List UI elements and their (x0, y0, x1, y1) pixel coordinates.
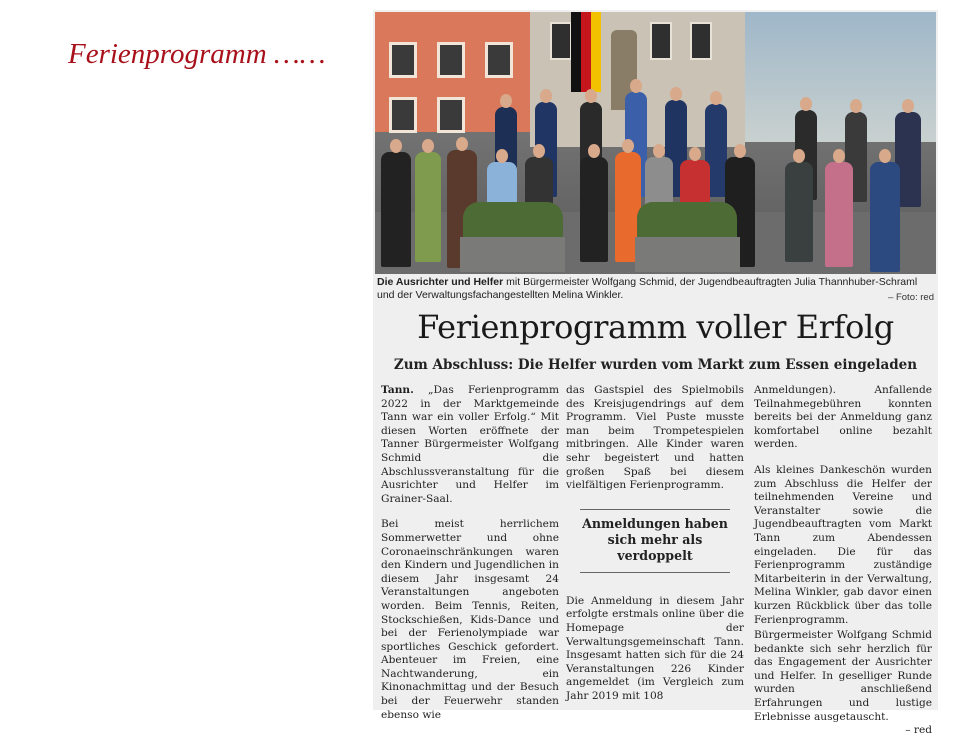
pull-quote: Anmeldungen haben sich mehr als verdoppelt (580, 509, 730, 573)
photo-credit: – Foto: red (888, 292, 934, 303)
article-headline: Ferienprogramm voller Erfolg (417, 308, 894, 346)
paragraph: Die Anmeldung in diesem Jahr erfolgte erstmals online über die Homepage der Verwaltungsgemeinschaft Tann. Insgesamt hatten sich für die 24 Veranstaltungen 226 Kinder angemeldet (im Vergleich zum Jahr 2019 mit 108 (566, 594, 744, 702)
paragraph (381, 384, 559, 506)
photo-caption (377, 276, 935, 302)
article-column-2 (566, 384, 744, 716)
newspaper-clipping (373, 10, 938, 737)
paragraph: das Gastspiel des Spielmobils des Kreisjugendrings auf dem Programm. Viel Puste musste man beim Trompetespielen mitbringen. Alle Kinder waren sehr begeistert und hatten großen Spaß bei diesem vielfältigen Ferienprogramm. (566, 384, 744, 492)
dateline: Tann. (381, 384, 414, 396)
group-photo (375, 12, 936, 274)
article-column-3 (754, 384, 932, 738)
paragraph-text: „Das Ferienprogramm 2022 in der Marktgemeinde Tann war ein voller Erfolg.“ Mit diesen Worten eröffnete der Tanner Bürgermeister Wolfgang Schmid die Abschlussveranstaltung für die Ausrichter und Helfer im Grainer-Saal. (381, 384, 559, 505)
paragraph: Anmeldungen). Anfallende Teilnahmegebühren konnten bereits bei der Anmeldung ganz komfortabel online bezahlt werden. (754, 384, 932, 451)
article-subheadline: Zum Abschluss: Die Helfer wurden vom Markt zum Essen eingeladen (393, 357, 918, 373)
article-column-1 (381, 384, 559, 734)
caption-lead: Die Ausrichter und Helfer (377, 276, 504, 288)
paragraph: Als kleines Dankeschön wurden zum Abschluss die Helfer der teilnehmenden Vereine und Veranstalter sowie die Jugendbeauftragten vom Markt Tann zum Abendessen eingeladen. Die für das Ferienprogramm zuständige Mitarbeiterin in der Verwaltung, Melina Winkler, gab davor einen kurzen Rückblick über das tolle Ferienprogramm. (754, 463, 932, 626)
slide-title: Ferienprogramm …… (68, 38, 326, 70)
paragraph: Bürgermeister Wolfgang Schmid bedankte sich sehr herzlich für das Engagement der Ausrichter und Helfer. In geselliger Runde wurden anschließend Erfahrungen und lustige Erlebnisse ausgetauscht. (754, 629, 932, 723)
byline: – red (905, 724, 932, 737)
paragraph: Bei meist herrlichem Sommerwetter und ohne Coronaeinschränkungen waren den Kindern und Jugendlichen in diesem Jahr insgesamt 24 Veranstaltungen angeboten worden. Beim Tennis, Reiten, Stockschießen, Kids-Dance und bei der Ferienolympiade war sportliches Geschick gefordert. Abenteuer im Freien, eine Nachtwanderung, ein Kinonachmittag und der Besuch bei der Feuerwehr standen ebenso wie (381, 518, 559, 721)
caption-text: mit Bürgermeister Wolfgang Schmid, der Jugendbeauftragten Julia Thannhuber-Schraml und der Verwaltungsfachangestellten Melina Winkler. (377, 276, 918, 301)
